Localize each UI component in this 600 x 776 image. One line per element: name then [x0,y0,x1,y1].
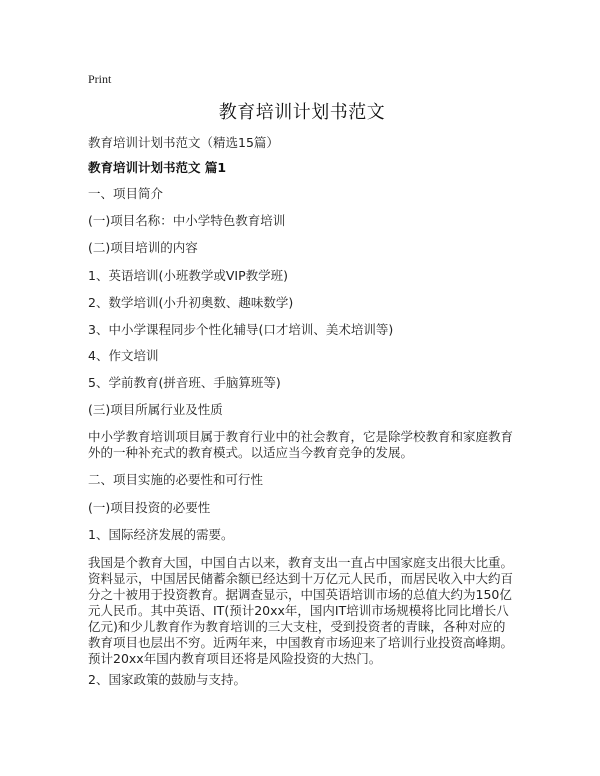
heading-project-intro: 一、项目简介 [88,186,164,201]
list-item: 4、作文培训 [88,348,159,363]
heading-necessity: 二、项目实施的必要性和可行性 [88,472,264,487]
section-heading: 教育培训计划书范文 篇1 [88,160,227,175]
project-name: (一)项目名称：中小学特色教育培训 [88,213,286,228]
list-item: 2、数学培训(小升初奥数、趣味数学) [88,295,294,310]
training-content-heading: (二)项目培训的内容 [88,240,198,255]
document-title: 教育培训计划书范文 [218,102,386,123]
investment-necessity-heading: (一)项目投资的必要性 [88,500,211,515]
list-item: 5、学前教育(拼音班、手脑算班等) [88,375,281,390]
list-item: 1、国际经济发展的需要。 [88,527,234,542]
list-item: 1、英语培训(小班教学或VIP教学班) [88,268,288,283]
document-subtitle: 教育培训计划书范文（精选15篇） [88,135,279,150]
list-item: 3、中小学课程同步个性化辅导(口才培训、美术培训等) [88,322,394,337]
print-label[interactable]: Print [88,72,112,86]
list-item: 2、国家政策的鼓励与支持。 [88,672,246,687]
industry-heading: (三)项目所属行业及性质 [88,402,223,417]
paragraph-market: 我国是个教育大国，中国自古以来，教育支出一直占中国家庭支出很大比重。资料显示，中国居民储蓄余额已经达到十万亿元人民币，而居民收入中大约百分之十被用于投资教育。据调查显示，中国英语培训市场的总值大约为150亿元人民币。其中英语、IT(预计20xx年，国内IT培训市场规模将比同比增长八亿元)和少儿教育作为教育培训的三大支柱，受到投资者的青睐，各种对应的教育项目也层出不穷。近两年来，中国教育市场迎来了培训行业投资高峰期。预计20xx年国内教育项目还将是风险投资的大热门。 [88,555,514,666]
paragraph-industry: 中小学教育培训项目属于教育行业中的社会教育，它是除学校教育和家庭教育外的一种补充式的教育模式。以适应当今教育竞争的发展。 [88,429,514,460]
